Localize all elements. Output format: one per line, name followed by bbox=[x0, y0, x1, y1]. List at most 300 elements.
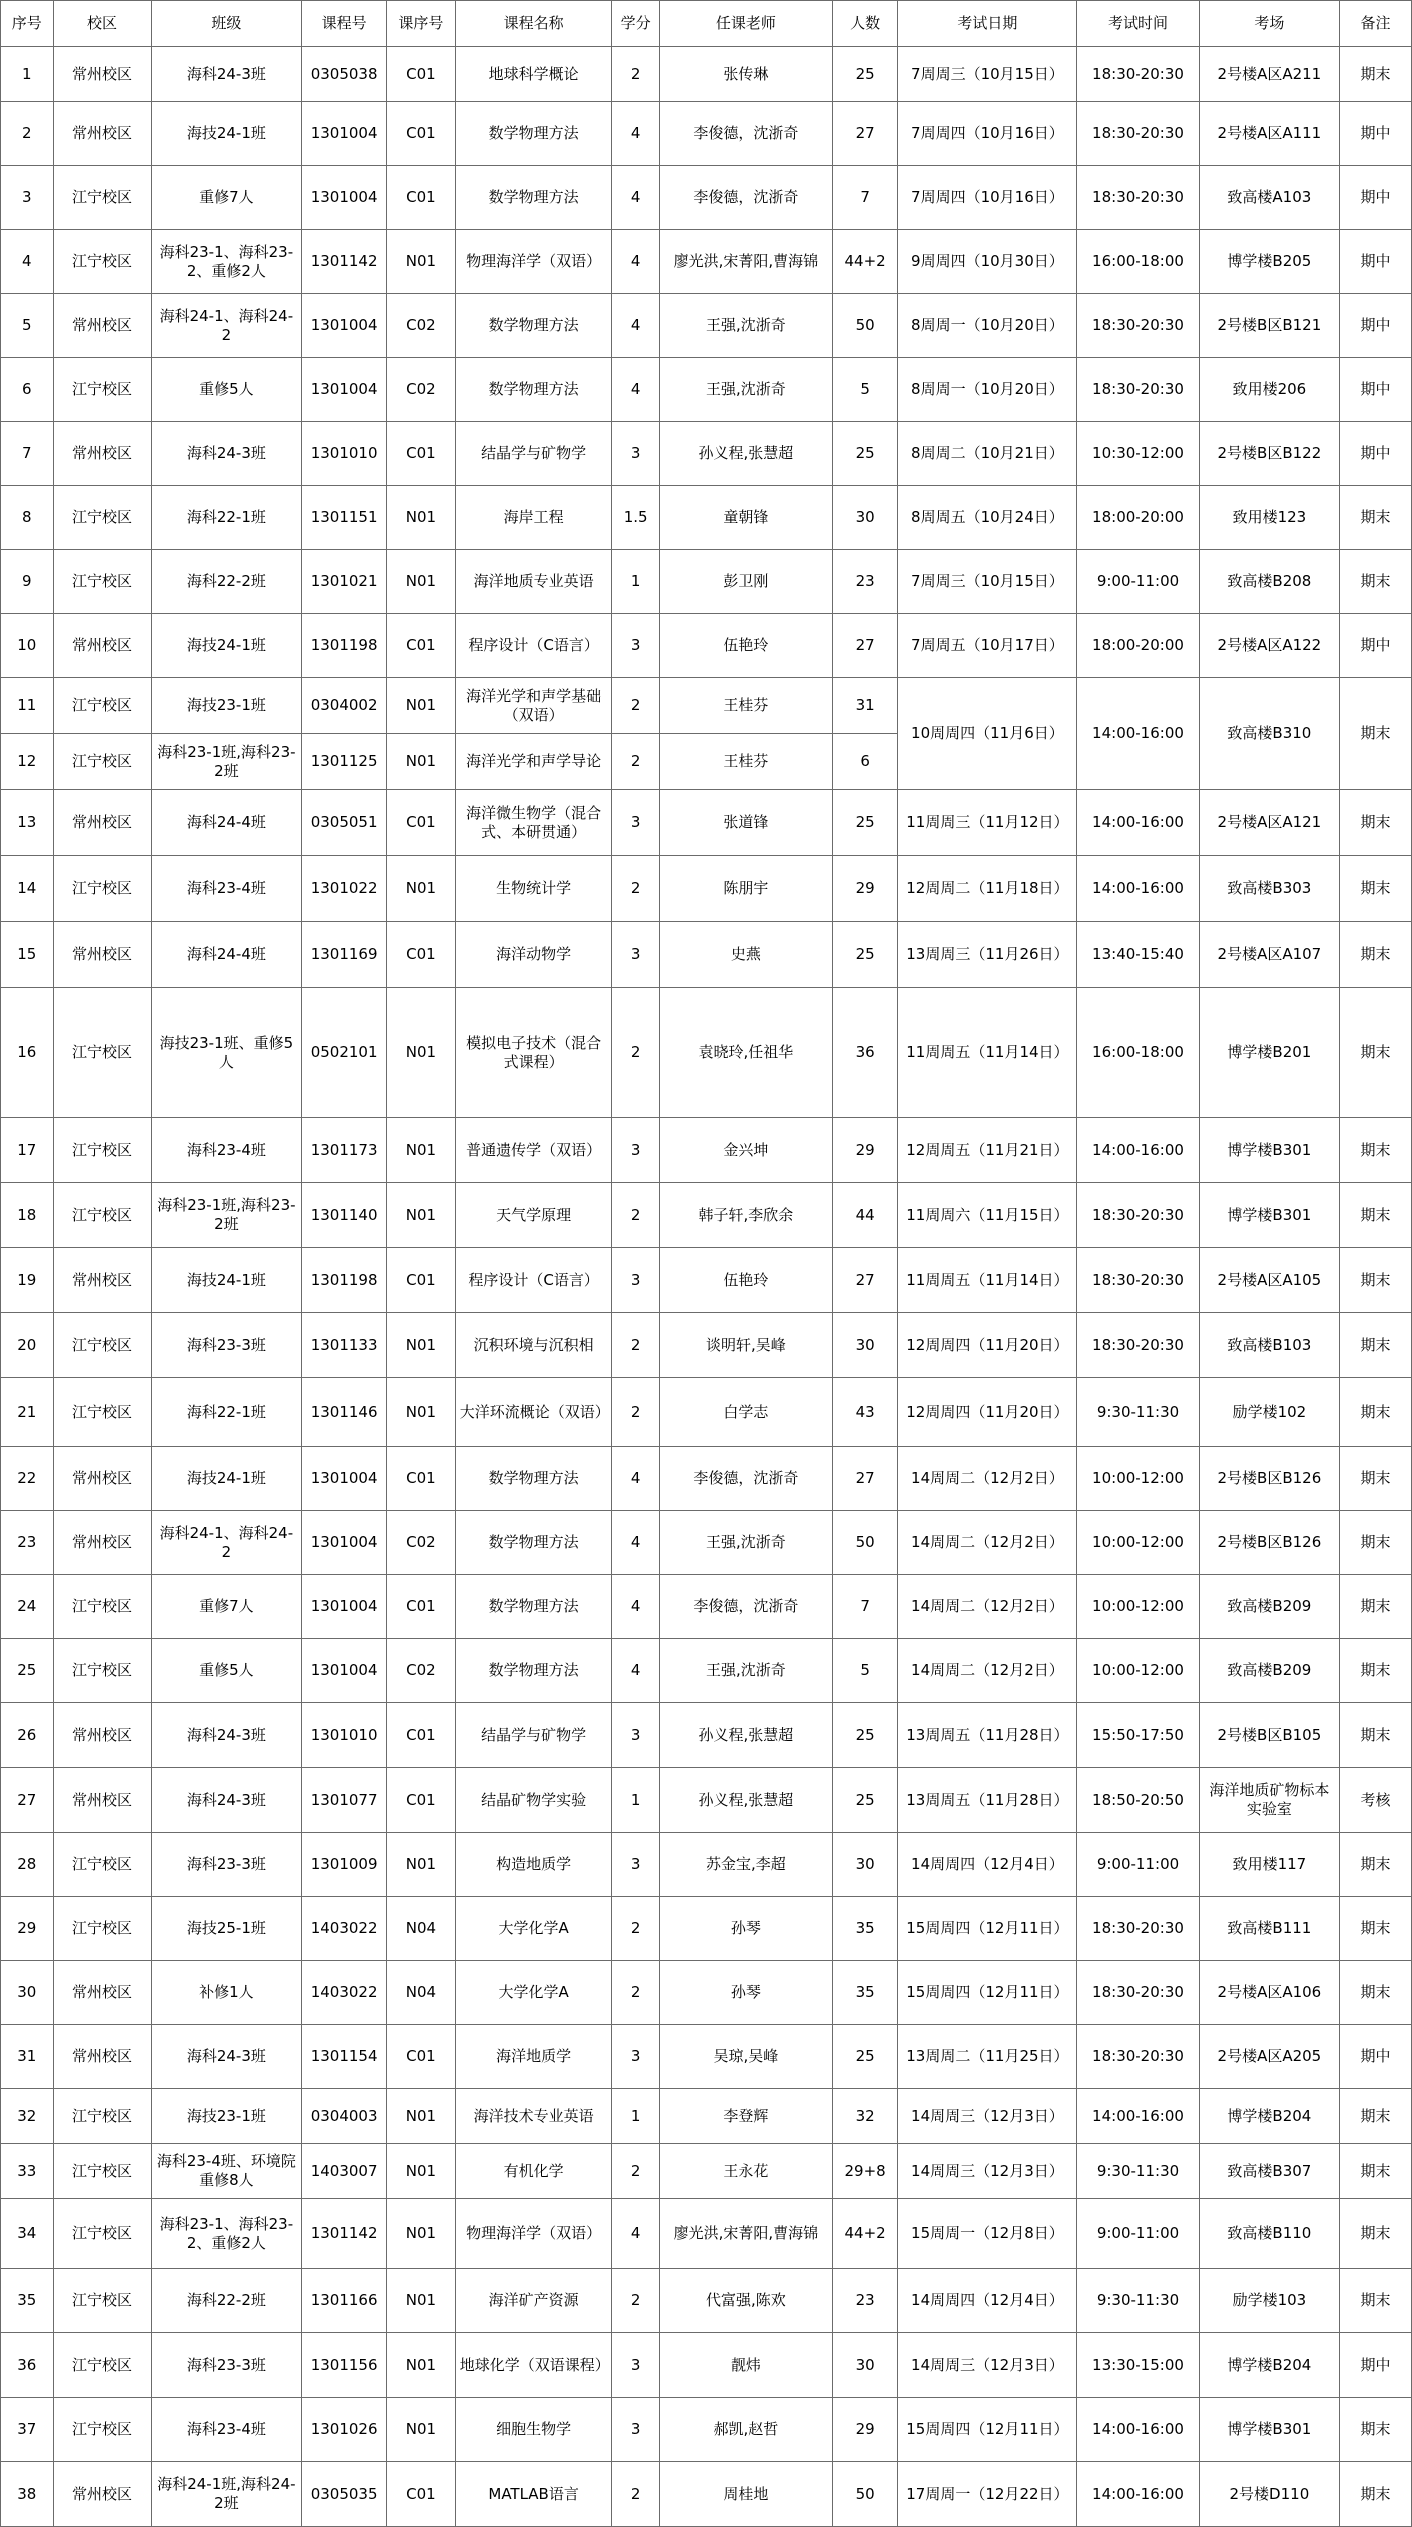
table-header-row bbox=[1, 1, 1412, 47]
cell-class: 海技24-1班 bbox=[151, 102, 302, 166]
cell-teacher: 袁晓玲,任祖华 bbox=[659, 988, 832, 1118]
cell-exam-time: 16:00-18:00 bbox=[1077, 988, 1199, 1118]
cell-exam-time: 14:00-16:00 bbox=[1077, 1118, 1199, 1183]
cell-exam-date: 12周周四（11月20日） bbox=[898, 1313, 1077, 1378]
cell-credits: 3 bbox=[612, 1118, 660, 1183]
table-row bbox=[1, 486, 1412, 550]
cell-note: 期末 bbox=[1340, 2398, 1412, 2462]
cell-exam-room: 2号楼B区B105 bbox=[1199, 1703, 1339, 1768]
cell-teacher: 王强,沈浙奇 bbox=[659, 294, 832, 358]
cell-campus: 江宁校区 bbox=[53, 1639, 151, 1703]
table-row bbox=[1, 922, 1412, 988]
cell-index: 1 bbox=[1, 47, 54, 102]
cell-exam-date: 15周周四（12月11日） bbox=[898, 1961, 1077, 2025]
cell-class: 海技24-1班 bbox=[151, 614, 302, 678]
cell-campus: 江宁校区 bbox=[53, 2333, 151, 2398]
cell-campus: 江宁校区 bbox=[53, 550, 151, 614]
cell-course-code: 1301021 bbox=[302, 550, 387, 614]
cell-exam-room: 致高楼B110 bbox=[1199, 2199, 1339, 2269]
cell-course-seq: C01 bbox=[387, 422, 456, 486]
cell-exam-date: 14周周三（12月3日） bbox=[898, 2089, 1077, 2144]
cell-course-code: 1301004 bbox=[302, 1575, 387, 1639]
cell-headcount: 25 bbox=[832, 422, 898, 486]
cell-course-code: 0304002 bbox=[302, 678, 387, 734]
cell-note: 期末 bbox=[1340, 486, 1412, 550]
cell-note: 期末 bbox=[1340, 1248, 1412, 1313]
table-row bbox=[1, 856, 1412, 922]
cell-teacher: 郝凯,赵哲 bbox=[659, 2398, 832, 2462]
cell-campus: 江宁校区 bbox=[53, 856, 151, 922]
cell-course-name: 大洋环流概论（双语） bbox=[455, 1378, 612, 1447]
cell-course-code: 1301156 bbox=[302, 2333, 387, 2398]
cell-credits: 2 bbox=[612, 988, 660, 1118]
cell-course-name: 数学物理方法 bbox=[455, 294, 612, 358]
column-header-exam-date: 考试日期 bbox=[898, 1, 1077, 47]
cell-course-seq: N01 bbox=[387, 2089, 456, 2144]
cell-campus: 江宁校区 bbox=[53, 486, 151, 550]
cell-headcount: 27 bbox=[832, 102, 898, 166]
cell-index: 17 bbox=[1, 1118, 54, 1183]
cell-exam-date: 7周周三（10月15日） bbox=[898, 47, 1077, 102]
cell-course-code: 0304003 bbox=[302, 2089, 387, 2144]
cell-note: 期末 bbox=[1340, 2462, 1412, 2527]
cell-note: 期末 bbox=[1340, 1511, 1412, 1575]
table-row bbox=[1, 102, 1412, 166]
cell-course-seq: C01 bbox=[387, 102, 456, 166]
cell-exam-date: 11周周六（11月15日） bbox=[898, 1183, 1077, 1248]
cell-teacher: 孙琴 bbox=[659, 1961, 832, 2025]
cell-exam-date: 13周周三（11月26日） bbox=[898, 922, 1077, 988]
cell-teacher: 白学志 bbox=[659, 1378, 832, 1447]
cell-note: 期末 bbox=[1340, 988, 1412, 1118]
table-row bbox=[1, 358, 1412, 422]
cell-exam-time: 9:30-11:30 bbox=[1077, 2144, 1199, 2199]
cell-exam-time: 18:30-20:30 bbox=[1077, 1961, 1199, 2025]
cell-headcount: 29+8 bbox=[832, 2144, 898, 2199]
cell-course-name: 数学物理方法 bbox=[455, 1511, 612, 1575]
cell-exam-room: 2号楼A区A107 bbox=[1199, 922, 1339, 988]
table-row bbox=[1, 2333, 1412, 2398]
cell-headcount: 30 bbox=[832, 486, 898, 550]
cell-note: 期末 bbox=[1340, 2199, 1412, 2269]
cell-exam-time: 10:30-12:00 bbox=[1077, 422, 1199, 486]
cell-course-code: 1301004 bbox=[302, 1447, 387, 1511]
cell-teacher: 吴琼,吴峰 bbox=[659, 2025, 832, 2089]
table-row bbox=[1, 988, 1412, 1118]
cell-credits: 3 bbox=[612, 422, 660, 486]
cell-course-code: 1301146 bbox=[302, 1378, 387, 1447]
table-row bbox=[1, 1313, 1412, 1378]
cell-course-code: 1301010 bbox=[302, 422, 387, 486]
cell-credits: 4 bbox=[612, 1639, 660, 1703]
cell-note: 期中 bbox=[1340, 2333, 1412, 2398]
cell-class: 海科24-1班,海科24-2班 bbox=[151, 2462, 302, 2527]
cell-course-code: 1403022 bbox=[302, 1961, 387, 2025]
cell-exam-date: 15周周一（12月8日） bbox=[898, 2199, 1077, 2269]
cell-class: 海科24-3班 bbox=[151, 1703, 302, 1768]
cell-course-name: 海洋矿产资源 bbox=[455, 2269, 612, 2333]
cell-exam-time: 14:00-16:00 bbox=[1077, 2089, 1199, 2144]
cell-index: 27 bbox=[1, 1768, 54, 1833]
cell-headcount: 25 bbox=[832, 1703, 898, 1768]
cell-note: 期末 bbox=[1340, 1703, 1412, 1768]
cell-index: 13 bbox=[1, 790, 54, 856]
cell-exam-time: 15:50-17:50 bbox=[1077, 1703, 1199, 1768]
cell-class: 海科23-3班 bbox=[151, 2333, 302, 2398]
cell-exam-time: 10:00-12:00 bbox=[1077, 1511, 1199, 1575]
cell-teacher: 孙琴 bbox=[659, 1897, 832, 1961]
cell-course-code: 1301154 bbox=[302, 2025, 387, 2089]
cell-course-seq: C01 bbox=[387, 47, 456, 102]
cell-exam-date: 11周周五（11月14日） bbox=[898, 988, 1077, 1118]
cell-headcount: 36 bbox=[832, 988, 898, 1118]
cell-course-code: 1301004 bbox=[302, 358, 387, 422]
cell-campus: 常州校区 bbox=[53, 614, 151, 678]
cell-campus: 常州校区 bbox=[53, 1768, 151, 1833]
cell-course-name: 普通遗传学（双语） bbox=[455, 1118, 612, 1183]
column-header-headcount: 人数 bbox=[832, 1, 898, 47]
cell-exam-room: 致高楼B209 bbox=[1199, 1575, 1339, 1639]
cell-exam-room: 博学楼B204 bbox=[1199, 2333, 1339, 2398]
cell-index: 24 bbox=[1, 1575, 54, 1639]
cell-exam-date: 14周周三（12月3日） bbox=[898, 2144, 1077, 2199]
cell-course-seq: N01 bbox=[387, 856, 456, 922]
cell-course-name: 海洋地质学 bbox=[455, 2025, 612, 2089]
table-row bbox=[1, 1639, 1412, 1703]
table-row bbox=[1, 1378, 1412, 1447]
cell-course-code: 1301133 bbox=[302, 1313, 387, 1378]
cell-course-seq: N01 bbox=[387, 734, 456, 790]
cell-exam-room: 2号楼A区A211 bbox=[1199, 47, 1339, 102]
cell-exam-time: 14:00-16:00 bbox=[1077, 856, 1199, 922]
cell-note: 期中 bbox=[1340, 2025, 1412, 2089]
cell-index: 3 bbox=[1, 166, 54, 230]
cell-course-seq: N01 bbox=[387, 1313, 456, 1378]
cell-teacher: 王强,沈浙奇 bbox=[659, 358, 832, 422]
cell-teacher: 张传琳 bbox=[659, 47, 832, 102]
cell-note: 期末 bbox=[1340, 1447, 1412, 1511]
cell-index: 6 bbox=[1, 358, 54, 422]
cell-credits: 2 bbox=[612, 1313, 660, 1378]
cell-teacher: 王桂芬 bbox=[659, 678, 832, 734]
cell-campus: 常州校区 bbox=[53, 2462, 151, 2527]
cell-campus: 常州校区 bbox=[53, 294, 151, 358]
cell-course-code: 1301010 bbox=[302, 1703, 387, 1768]
cell-index: 15 bbox=[1, 922, 54, 988]
table-row bbox=[1, 230, 1412, 294]
cell-course-code: 1301142 bbox=[302, 2199, 387, 2269]
cell-course-name: 海洋光学和声学基础（双语） bbox=[455, 678, 612, 734]
cell-exam-time: 13:40-15:40 bbox=[1077, 922, 1199, 988]
cell-course-name: 数学物理方法 bbox=[455, 102, 612, 166]
cell-teacher: 金兴坤 bbox=[659, 1118, 832, 1183]
cell-exam-date: 7周周五（10月17日） bbox=[898, 614, 1077, 678]
table-row bbox=[1, 2199, 1412, 2269]
table-row bbox=[1, 790, 1412, 856]
table-row bbox=[1, 294, 1412, 358]
cell-course-name: 数学物理方法 bbox=[455, 1575, 612, 1639]
cell-exam-room: 致高楼B307 bbox=[1199, 2144, 1339, 2199]
cell-class: 重修5人 bbox=[151, 1639, 302, 1703]
cell-campus: 江宁校区 bbox=[53, 1378, 151, 1447]
cell-note: 期末 bbox=[1340, 1961, 1412, 2025]
table-row bbox=[1, 1447, 1412, 1511]
cell-course-seq: C01 bbox=[387, 2462, 456, 2527]
cell-class: 补修1人 bbox=[151, 1961, 302, 2025]
cell-index: 12 bbox=[1, 734, 54, 790]
cell-course-code: 1301169 bbox=[302, 922, 387, 988]
cell-class: 海科23-3班 bbox=[151, 1313, 302, 1378]
cell-campus: 常州校区 bbox=[53, 47, 151, 102]
cell-index: 20 bbox=[1, 1313, 54, 1378]
cell-course-seq: C02 bbox=[387, 1639, 456, 1703]
cell-note: 期末 bbox=[1340, 856, 1412, 922]
cell-course-name: 数学物理方法 bbox=[455, 1639, 612, 1703]
cell-credits: 4 bbox=[612, 1575, 660, 1639]
cell-class: 海技25-1班 bbox=[151, 1897, 302, 1961]
cell-note: 期末 bbox=[1340, 1639, 1412, 1703]
cell-course-seq: C01 bbox=[387, 1768, 456, 1833]
cell-note: 考核 bbox=[1340, 1768, 1412, 1833]
cell-campus: 江宁校区 bbox=[53, 2269, 151, 2333]
cell-headcount: 50 bbox=[832, 1511, 898, 1575]
cell-headcount: 50 bbox=[832, 294, 898, 358]
cell-index: 18 bbox=[1, 1183, 54, 1248]
cell-exam-date: 14周周三（12月3日） bbox=[898, 2333, 1077, 2398]
cell-campus: 江宁校区 bbox=[53, 678, 151, 734]
cell-note: 期末 bbox=[1340, 1118, 1412, 1183]
table-row bbox=[1, 1511, 1412, 1575]
cell-exam-date: 8周周二（10月21日） bbox=[898, 422, 1077, 486]
cell-index: 14 bbox=[1, 856, 54, 922]
cell-class: 海技23-1班 bbox=[151, 678, 302, 734]
table-row bbox=[1, 1833, 1412, 1897]
cell-exam-room: 2号楼A区A122 bbox=[1199, 614, 1339, 678]
cell-exam-time: 18:30-20:30 bbox=[1077, 1183, 1199, 1248]
cell-course-name: 天气学原理 bbox=[455, 1183, 612, 1248]
cell-index: 32 bbox=[1, 2089, 54, 2144]
cell-teacher: 廖光洪,宋菁阳,曹海锦 bbox=[659, 2199, 832, 2269]
cell-course-seq: N01 bbox=[387, 678, 456, 734]
cell-headcount: 23 bbox=[832, 2269, 898, 2333]
cell-course-code: 0502101 bbox=[302, 988, 387, 1118]
cell-exam-room: 致用楼123 bbox=[1199, 486, 1339, 550]
cell-exam-date: 11周周三（11月12日） bbox=[898, 790, 1077, 856]
column-header-exam-room: 考场 bbox=[1199, 1, 1339, 47]
column-header-course-name: 课程名称 bbox=[455, 1, 612, 47]
cell-course-seq: C01 bbox=[387, 1447, 456, 1511]
cell-credits: 3 bbox=[612, 2398, 660, 2462]
table-row bbox=[1, 1118, 1412, 1183]
cell-credits: 2 bbox=[612, 47, 660, 102]
cell-class: 海科24-1、海科24-2 bbox=[151, 294, 302, 358]
cell-note: 期末 bbox=[1340, 1575, 1412, 1639]
cell-campus: 江宁校区 bbox=[53, 988, 151, 1118]
cell-class: 海科24-1、海科24-2 bbox=[151, 1511, 302, 1575]
table-row bbox=[1, 166, 1412, 230]
cell-credits: 3 bbox=[612, 614, 660, 678]
cell-course-name: 数学物理方法 bbox=[455, 166, 612, 230]
column-header-campus: 校区 bbox=[53, 1, 151, 47]
cell-course-name: 数学物理方法 bbox=[455, 358, 612, 422]
cell-headcount: 25 bbox=[832, 1768, 898, 1833]
cell-exam-room: 博学楼B301 bbox=[1199, 1118, 1339, 1183]
cell-campus: 常州校区 bbox=[53, 422, 151, 486]
cell-credits: 2 bbox=[612, 1897, 660, 1961]
cell-credits: 2 bbox=[612, 734, 660, 790]
cell-course-code: 1301198 bbox=[302, 1248, 387, 1313]
cell-exam-date: 7周周四（10月16日） bbox=[898, 102, 1077, 166]
cell-campus: 江宁校区 bbox=[53, 2398, 151, 2462]
cell-credits: 2 bbox=[612, 2462, 660, 2527]
cell-index: 2 bbox=[1, 102, 54, 166]
cell-course-code: 1301151 bbox=[302, 486, 387, 550]
cell-course-code: 1301142 bbox=[302, 230, 387, 294]
cell-note: 期末 bbox=[1340, 1378, 1412, 1447]
cell-course-code: 1301198 bbox=[302, 614, 387, 678]
cell-note: 期末 bbox=[1340, 790, 1412, 856]
cell-course-code: 1403007 bbox=[302, 2144, 387, 2199]
cell-exam-time: 14:00-16:00 bbox=[1077, 2398, 1199, 2462]
cell-index: 28 bbox=[1, 1833, 54, 1897]
cell-credits: 2 bbox=[612, 678, 660, 734]
cell-exam-time: 14:00-16:00 bbox=[1077, 790, 1199, 856]
cell-campus: 常州校区 bbox=[53, 1961, 151, 2025]
cell-course-name: 海岸工程 bbox=[455, 486, 612, 550]
cell-headcount: 27 bbox=[832, 1248, 898, 1313]
column-header-course-seq: 课序号 bbox=[387, 1, 456, 47]
cell-headcount: 6 bbox=[832, 734, 898, 790]
cell-exam-room: 2号楼B区B126 bbox=[1199, 1447, 1339, 1511]
cell-course-name: MATLAB语言 bbox=[455, 2462, 612, 2527]
cell-course-code: 1301004 bbox=[302, 1639, 387, 1703]
cell-course-seq: N01 bbox=[387, 1378, 456, 1447]
cell-exam-date: 14周周四（12月4日） bbox=[898, 2269, 1077, 2333]
cell-course-seq: C01 bbox=[387, 1703, 456, 1768]
cell-teacher: 李俊德，沈浙奇 bbox=[659, 166, 832, 230]
cell-index: 7 bbox=[1, 422, 54, 486]
cell-course-seq: N01 bbox=[387, 1183, 456, 1248]
cell-course-name: 海洋技术专业英语 bbox=[455, 2089, 612, 2144]
cell-campus: 江宁校区 bbox=[53, 1118, 151, 1183]
cell-credits: 4 bbox=[612, 1447, 660, 1511]
cell-headcount: 44+2 bbox=[832, 2199, 898, 2269]
cell-exam-room: 博学楼B201 bbox=[1199, 988, 1339, 1118]
cell-course-name: 沉积环境与沉积相 bbox=[455, 1313, 612, 1378]
table-body bbox=[1, 47, 1412, 2527]
cell-credits: 1.5 bbox=[612, 486, 660, 550]
cell-course-code: 1301004 bbox=[302, 1511, 387, 1575]
cell-exam-time: 18:30-20:30 bbox=[1077, 294, 1199, 358]
cell-course-seq: N04 bbox=[387, 1897, 456, 1961]
cell-course-seq: C01 bbox=[387, 2025, 456, 2089]
cell-exam-time: 18:00-20:00 bbox=[1077, 614, 1199, 678]
cell-credits: 2 bbox=[612, 1378, 660, 1447]
cell-exam-room: 致用楼117 bbox=[1199, 1833, 1339, 1897]
column-header-credits: 学分 bbox=[612, 1, 660, 47]
cell-index: 22 bbox=[1, 1447, 54, 1511]
cell-class: 海科23-1班,海科23-2班 bbox=[151, 734, 302, 790]
cell-index: 34 bbox=[1, 2199, 54, 2269]
cell-course-seq: N01 bbox=[387, 550, 456, 614]
cell-exam-time: 9:30-11:30 bbox=[1077, 2269, 1199, 2333]
cell-teacher: 张道锋 bbox=[659, 790, 832, 856]
cell-course-code: 1301166 bbox=[302, 2269, 387, 2333]
cell-campus: 常州校区 bbox=[53, 1447, 151, 1511]
cell-course-code: 1301140 bbox=[302, 1183, 387, 1248]
cell-campus: 常州校区 bbox=[53, 790, 151, 856]
cell-exam-time: 18:30-20:30 bbox=[1077, 358, 1199, 422]
table-row bbox=[1, 2398, 1412, 2462]
cell-exam-date: 14周周二（12月2日） bbox=[898, 1639, 1077, 1703]
cell-course-name: 程序设计（C语言） bbox=[455, 1248, 612, 1313]
cell-class: 海技24-1班 bbox=[151, 1248, 302, 1313]
cell-index: 19 bbox=[1, 1248, 54, 1313]
cell-exam-time: 18:30-20:30 bbox=[1077, 1313, 1199, 1378]
cell-course-code: 1301004 bbox=[302, 102, 387, 166]
cell-course-name: 海洋动物学 bbox=[455, 922, 612, 988]
cell-exam-date: 17周周一（12月22日） bbox=[898, 2462, 1077, 2527]
cell-exam-time: 10:00-12:00 bbox=[1077, 1639, 1199, 1703]
cell-note: 期中 bbox=[1340, 358, 1412, 422]
cell-note: 期末 bbox=[1340, 1833, 1412, 1897]
cell-credits: 3 bbox=[612, 790, 660, 856]
cell-teacher: 李登辉 bbox=[659, 2089, 832, 2144]
table-row bbox=[1, 1897, 1412, 1961]
cell-teacher: 孙义程,张慧超 bbox=[659, 1703, 832, 1768]
table-row bbox=[1, 1768, 1412, 1833]
cell-course-code: 1301125 bbox=[302, 734, 387, 790]
cell-exam-date: 14周周二（12月2日） bbox=[898, 1575, 1077, 1639]
cell-class: 海科24-3班 bbox=[151, 2025, 302, 2089]
cell-index: 35 bbox=[1, 2269, 54, 2333]
cell-exam-room: 海洋地质矿物标本实验室 bbox=[1199, 1768, 1339, 1833]
cell-class: 重修7人 bbox=[151, 1575, 302, 1639]
cell-exam-time: 14:00-16:00 bbox=[1077, 2462, 1199, 2527]
cell-course-name: 结晶矿物学实验 bbox=[455, 1768, 612, 1833]
cell-campus: 江宁校区 bbox=[53, 230, 151, 294]
cell-campus: 江宁校区 bbox=[53, 734, 151, 790]
cell-note: 期末 bbox=[1340, 550, 1412, 614]
cell-class: 海科23-3班 bbox=[151, 1833, 302, 1897]
cell-exam-date: 13周周五（11月28日） bbox=[898, 1768, 1077, 1833]
cell-headcount: 29 bbox=[832, 856, 898, 922]
cell-campus: 江宁校区 bbox=[53, 1833, 151, 1897]
cell-note: 期末 bbox=[1340, 2144, 1412, 2199]
cell-note: 期中 bbox=[1340, 230, 1412, 294]
cell-exam-date: 7周周三（10月15日） bbox=[898, 550, 1077, 614]
cell-credits: 2 bbox=[612, 2269, 660, 2333]
cell-course-seq: C02 bbox=[387, 358, 456, 422]
cell-exam-time: 14:00-16:00 bbox=[1077, 678, 1199, 790]
cell-course-name: 物理海洋学（双语） bbox=[455, 2199, 612, 2269]
cell-teacher: 童朝锋 bbox=[659, 486, 832, 550]
cell-course-name: 结晶学与矿物学 bbox=[455, 422, 612, 486]
cell-course-seq: N01 bbox=[387, 2199, 456, 2269]
cell-exam-time: 18:30-20:30 bbox=[1077, 102, 1199, 166]
cell-credits: 1 bbox=[612, 1768, 660, 1833]
table-row bbox=[1, 422, 1412, 486]
table-row bbox=[1, 2144, 1412, 2199]
cell-exam-room: 2号楼A区A106 bbox=[1199, 1961, 1339, 2025]
cell-class: 海科24-4班 bbox=[151, 790, 302, 856]
cell-campus: 江宁校区 bbox=[53, 1313, 151, 1378]
cell-headcount: 32 bbox=[832, 2089, 898, 2144]
cell-course-code: 1301009 bbox=[302, 1833, 387, 1897]
cell-note: 期中 bbox=[1340, 102, 1412, 166]
cell-teacher: 彭卫刚 bbox=[659, 550, 832, 614]
cell-course-seq: C01 bbox=[387, 1248, 456, 1313]
